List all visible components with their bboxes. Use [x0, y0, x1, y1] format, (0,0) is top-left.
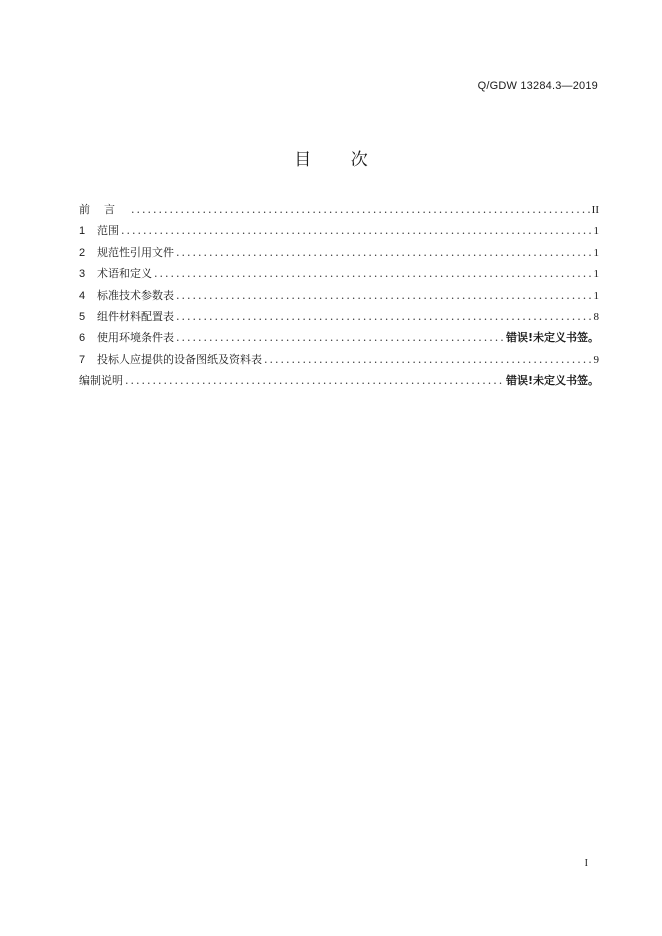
toc-entry-label: 范围: [97, 224, 119, 238]
toc-leader-dots: [121, 220, 592, 241]
toc-entry-page: 1: [593, 289, 599, 302]
table-of-contents: [79, 199, 599, 392]
toc-entry-label: 组件材料配置表: [97, 309, 174, 323]
toc-entry-page: 1: [593, 268, 599, 281]
toc-entry-number: 1: [79, 225, 86, 238]
toc-leader-dots: [176, 306, 592, 327]
toc-entry-label: 投标人应提供的设备图纸及资料表: [97, 352, 262, 366]
page-number: I: [584, 858, 588, 869]
toc-leader-dots: [131, 199, 590, 220]
toc-entry-label: 术语和定义: [97, 267, 152, 281]
toc-entry-number: 5: [79, 310, 86, 323]
toc-entry-label: 规范性引用文件: [97, 245, 174, 259]
toc-entry-number: 7: [79, 353, 86, 366]
toc-entry-environment-conditions[interactable]: [79, 327, 599, 348]
toc-entry-technical-parameters[interactable]: [79, 285, 599, 306]
toc-entry-normative-references[interactable]: [79, 242, 599, 263]
toc-entry-number: 3: [79, 268, 86, 281]
toc-leader-dots: [125, 370, 504, 391]
toc-entry-page-error: 错误!未定义书签。: [505, 374, 599, 388]
toc-leader-dots: [176, 242, 592, 263]
toc-leader-dots: [176, 327, 504, 348]
toc-entry-page: 9: [593, 353, 599, 366]
document-code: Q/GDW 13284.3—2019: [477, 80, 598, 92]
toc-entry-bidder-documents[interactable]: [79, 349, 599, 370]
toc-entry-page: 1: [593, 246, 599, 259]
toc-leader-dots: [264, 349, 592, 370]
toc-entry-number: 2: [79, 246, 86, 259]
toc-entry-page: 8: [593, 310, 599, 323]
toc-entry-scope[interactable]: [79, 220, 599, 241]
toc-entry-page-error: 错误!未定义书签。: [505, 331, 599, 345]
toc-entry-label: 前言: [79, 203, 129, 216]
page-title: 目 次: [294, 150, 368, 170]
toc-leader-dots: [176, 285, 592, 306]
toc-entry-compilation-notes[interactable]: [79, 370, 599, 391]
toc-entry-number: 6: [79, 332, 86, 345]
toc-entry-page: II: [591, 204, 599, 216]
toc-entry-number: 4: [79, 289, 86, 302]
toc-entry-terms-definitions[interactable]: [79, 263, 599, 284]
toc-entry-page: 1: [593, 225, 599, 238]
toc-entry-label: 标准技术参数表: [97, 288, 174, 302]
toc-leader-dots: [154, 263, 592, 284]
toc-entry-label: 编制说明: [79, 374, 123, 388]
toc-entry-component-materials[interactable]: [79, 306, 599, 327]
toc-entry-label: 使用环境条件表: [97, 331, 174, 345]
toc-entry-foreword[interactable]: [79, 199, 599, 220]
